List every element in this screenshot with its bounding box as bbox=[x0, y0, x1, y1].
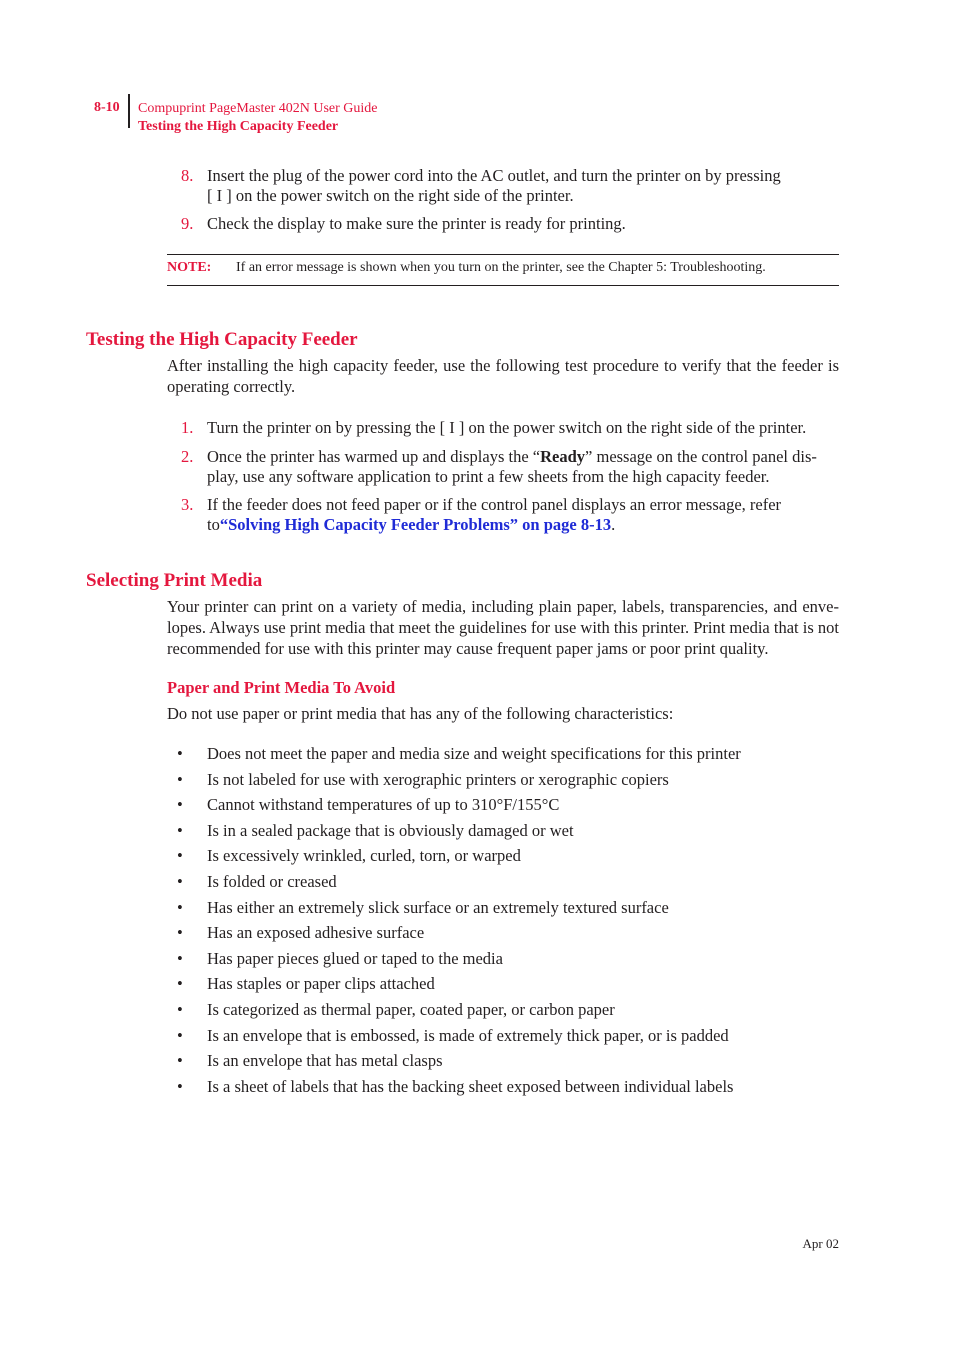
book-title: Compuprint PageMaster 402N User Guide bbox=[138, 101, 378, 116]
list-item bbox=[167, 871, 839, 897]
step-text-part: to bbox=[207, 515, 220, 534]
section-heading: Testing the High Capacity Feeder bbox=[86, 329, 358, 350]
list-item-text: Is an envelope that has metal clasps bbox=[207, 1051, 443, 1071]
step-text-part: Once the printer has warmed up and displays the “ bbox=[207, 447, 541, 466]
step-line: Insert the plug of the power cord into the AC outlet, and turn the printer on by pressing bbox=[207, 166, 781, 185]
list-item bbox=[167, 794, 839, 820]
note-text: If an error message is shown when you turn on the printer, see the Chapter 5: Troubleshooting. bbox=[236, 260, 766, 275]
list-item bbox=[167, 845, 839, 871]
step-number: 8. bbox=[181, 166, 194, 185]
list-item-text: Cannot withstand temperatures of up to 310°F/155°C bbox=[207, 795, 560, 815]
bullet-icon: • bbox=[177, 820, 183, 840]
step-text bbox=[207, 166, 839, 206]
step-text bbox=[207, 495, 839, 535]
list-item-text: Is folded or creased bbox=[207, 871, 337, 891]
cross-reference-link[interactable]: “Solving High Capacity Feeder Problems” on page 8-13 bbox=[219, 515, 612, 534]
note-box bbox=[167, 254, 839, 286]
list-item-text: Has staples or paper clips attached bbox=[207, 974, 435, 994]
list-item bbox=[167, 897, 839, 923]
bullet-icon: • bbox=[177, 974, 183, 994]
step-line bbox=[207, 515, 839, 535]
list-item-text: Is a sheet of labels that has the backing sheet exposed between individual labels bbox=[207, 1076, 734, 1096]
list-item-text: Has an exposed adhesive surface bbox=[207, 923, 425, 943]
step-line: play, use any software application to print a few sheets from the high capacity feeder. bbox=[207, 467, 770, 486]
list-item bbox=[167, 820, 839, 846]
bullet-icon: • bbox=[177, 999, 183, 1019]
list-item bbox=[167, 1025, 839, 1051]
bullet-icon: • bbox=[177, 948, 183, 968]
step-text-part: ” message on the control panel dis- bbox=[585, 447, 817, 466]
step-line bbox=[207, 447, 839, 467]
list-item bbox=[167, 948, 839, 974]
step-number: 2. bbox=[181, 447, 194, 466]
list-item bbox=[167, 1050, 839, 1076]
bullet-icon: • bbox=[177, 1051, 183, 1071]
step-number: 1. bbox=[181, 418, 194, 437]
subsection-intro: Do not use paper or print media that has any of the following characteristics: bbox=[167, 704, 674, 723]
list-item bbox=[167, 769, 839, 795]
bullet-icon: • bbox=[177, 1076, 183, 1096]
list-item bbox=[167, 973, 839, 999]
step-number: 9. bbox=[181, 214, 194, 233]
list-item-text: Is not labeled for use with xerographic printers or xerographic copiers bbox=[207, 769, 669, 789]
list-item-text: Has either an extremely slick surface or an extremely textured surface bbox=[207, 897, 669, 917]
list-item-text: Is categorized as thermal paper, coated paper, or carbon paper bbox=[207, 999, 615, 1019]
list-item-text: Is in a sealed package that is obviously damaged or wet bbox=[207, 820, 574, 840]
step-text: Check the display to make sure the printer is ready for printing. bbox=[207, 214, 626, 233]
list-item bbox=[167, 922, 839, 948]
subsection-heading: Paper and Print Media To Avoid bbox=[167, 678, 396, 697]
step-text: Turn the printer on by pressing the [ I ] on the power switch on the right side of the printer. bbox=[207, 418, 807, 437]
step-line: [ I ] on the power switch on the right side of the printer. bbox=[207, 186, 574, 205]
header-section-title: Testing the High Capacity Feeder bbox=[138, 119, 339, 134]
list-item-text: Has paper pieces glued or taped to the media bbox=[207, 948, 503, 968]
list-item bbox=[167, 999, 839, 1025]
step-line: If the feeder does not feed paper or if the control panel displays an error message, refer bbox=[207, 495, 782, 514]
bullet-icon: • bbox=[177, 769, 183, 789]
ready-keyword: Ready bbox=[540, 447, 586, 466]
bullet-icon: • bbox=[177, 1025, 183, 1045]
list-item-text: Does not meet the paper and media size and weight specifications for this printer bbox=[207, 744, 741, 763]
avoid-list bbox=[167, 743, 839, 1101]
bullet-icon: • bbox=[177, 744, 183, 763]
section-intro: Your printer can print on a variety of media, including plain paper, labels, transparencies, and enve-lopes. Always use print media that meet the guidelines for use with this printer. Print media that is not recommended for use with this printer may cause frequent paper jams or poor print quality. bbox=[167, 597, 839, 658]
list-item bbox=[167, 1076, 839, 1102]
bullet-icon: • bbox=[177, 897, 183, 917]
step-text bbox=[207, 447, 839, 487]
note-label: NOTE: bbox=[167, 260, 212, 275]
header-divider bbox=[128, 94, 130, 128]
bullet-icon: • bbox=[177, 846, 183, 866]
step-text-part: . bbox=[611, 515, 616, 534]
page-number: 8-10 bbox=[94, 100, 120, 115]
bullet-icon: • bbox=[177, 795, 183, 815]
list-item-text: Is excessively wrinkled, curled, torn, or warped bbox=[207, 846, 521, 866]
list-item-text: Is an envelope that is embossed, is made of extremely thick paper, or is padded bbox=[207, 1025, 729, 1045]
section-intro: After installing the high capacity feeder, use the following test procedure to verify that the feeder is operating correctly. bbox=[167, 356, 839, 396]
bullet-icon: • bbox=[177, 923, 183, 943]
step-number: 3. bbox=[181, 495, 194, 514]
section-heading: Selecting Print Media bbox=[86, 570, 263, 591]
footer-date: Apr 02 bbox=[802, 1236, 839, 1251]
list-item bbox=[167, 743, 839, 769]
bullet-icon: • bbox=[177, 871, 183, 891]
